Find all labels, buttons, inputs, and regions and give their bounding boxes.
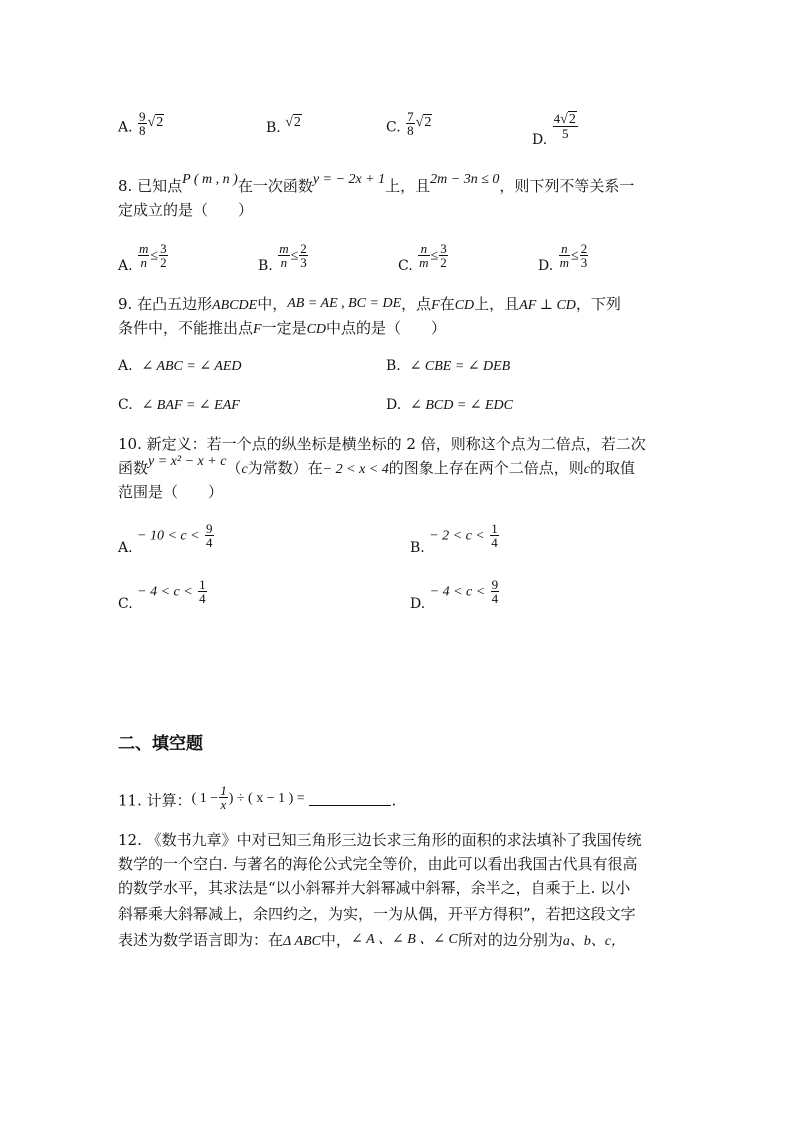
sqrt-expression: √2 [285, 115, 301, 130]
math-condition: 2m − 3n ≤ 0 [430, 172, 500, 187]
option-label: C. [118, 595, 133, 612]
math-triangle: Δ ABC [283, 934, 321, 949]
fraction: $\frac{1}{x}$ [220, 783, 227, 812]
q7-option-a[interactable] [118, 109, 164, 141]
fraction: $\frac{2}{3}$ [580, 241, 588, 270]
q9-option-c[interactable]: C. ∠ BAF = ∠ EAF [118, 397, 240, 413]
q8-option-b[interactable]: B. $\frac{m}{n}$ ≤ $\frac{2}{3}$ [258, 241, 307, 274]
q9-line-1: 9. 在凸五边形ABCDE中，AB = AE , BC = DE，点F在CD上，且AF ⊥ CD，下列 [118, 295, 621, 313]
q10-option-c[interactable]: C. − 4 < c < $\frac{1}{4}$ [118, 577, 206, 612]
option-label: B. [258, 257, 273, 274]
fraction: $\frac{2}{3}$ [300, 241, 307, 270]
q9-option-b[interactable]: B. ∠ CBE = ∠ DEB [386, 358, 511, 374]
q10-line-1: 10. 新定义：若一个点的纵坐标是横坐标的 2 倍，则称这个点为二倍点，若二次 [118, 435, 646, 453]
fraction: $\frac{3}{2}$ [160, 241, 167, 270]
fraction: $\frac{m}{n}$ [279, 241, 289, 270]
fraction: $\frac{1}{4}$ [199, 577, 206, 606]
option-label: C. [386, 119, 401, 136]
option-label: B. [386, 358, 401, 374]
q10-option-a[interactable]: A. − 10 < c < $\frac{9}{4}$ [118, 521, 213, 556]
q9-option-a[interactable]: A. ∠ ABC = ∠ AED [118, 358, 242, 374]
math-range: − 2 < x < 4 [322, 462, 389, 477]
section-heading: 二、填空题 [118, 734, 203, 754]
option-label: A. [118, 539, 133, 556]
q8-option-d[interactable]: D. $\frac{n}{m}$ ≤ $\frac{2}{3}$ [538, 241, 588, 274]
q10-line-2: 函数y = x² − x + c（c为常数）在− 2 < x < 4的图象上存在两个二倍点，则c的取值 [118, 454, 635, 477]
math-sides: a、b、c， [562, 934, 626, 949]
option-label: D. [386, 397, 402, 413]
math-perpendicular: AF ⊥ CD [519, 298, 576, 313]
fraction: $\frac{3}{2}$ [440, 241, 447, 270]
q10-option-b[interactable]: B. − 2 < c < $\frac{1}{4}$ [410, 521, 498, 556]
q12-line-3: 的数学水平，其求法是“以小斜幂并大斜幂减中斜幂，余半之，自乘于上. 以小 [118, 879, 631, 897]
option-label: B. [410, 539, 425, 556]
q10-line-3: 范围是（ ） [118, 483, 224, 501]
q7-option-b[interactable] [266, 115, 302, 139]
fraction: $\frac{m}{n}$ [139, 241, 149, 270]
sqrt-expression: √2 [415, 114, 432, 130]
fraction: $\frac{n}{m}$ [419, 241, 429, 270]
option-label: D. [538, 257, 554, 274]
q12-line-1: 12. 《数书九章》中对已知三角形三边长求三角形的面积的求法填补了我国传统 [118, 831, 642, 849]
fraction: $\frac{4√2}{5}$ [553, 111, 576, 141]
q9-line-2: 条件中，不能推出点F一定是CD中点的是（ ） [118, 319, 447, 337]
option-label: A. [118, 119, 133, 136]
q8-option-c[interactable]: C. $\frac{n}{m}$ ≤ $\frac{3}{2}$ [398, 241, 447, 274]
fraction: $\frac{9}{4}$ [206, 521, 213, 550]
option-label: C. [118, 397, 133, 413]
option-label: D. [532, 132, 548, 148]
math-polygon: ABCDE [212, 298, 258, 313]
q11-line: 11. 计算：( 1 − $\frac{1}{x}$ ) ÷ ( x − 1 ) = . [118, 783, 397, 812]
option-label: B. [266, 120, 281, 136]
q12-line-5: 表述为数学语言即为：在Δ ABC中，∠ A 、∠ B 、∠ C所对的边分别为a、b、c， [118, 931, 626, 949]
answer-blank[interactable] [309, 791, 391, 806]
q8-line-2: 定成立的是（ ） [118, 201, 254, 219]
q8-option-a[interactable]: A. $\frac{m}{n}$ ≤ $\frac{3}{2}$ [118, 241, 167, 274]
q7-option-c[interactable] [386, 109, 432, 141]
math-point: P ( m , n ) [182, 172, 238, 187]
q9-option-d[interactable]: D. ∠ BCD = ∠ EDC [386, 397, 514, 413]
q7-option-d[interactable] [532, 111, 579, 148]
option-label: A. [118, 358, 133, 374]
fraction: $\frac{9}{8}$ [139, 109, 146, 138]
math-angles: ∠ A 、∠ B 、∠ C [350, 932, 458, 947]
fraction: $\frac{9}{4}$ [491, 577, 499, 606]
sqrt-expression: √2 [147, 114, 164, 130]
math-function: y = x² − x + c [148, 454, 227, 469]
math-equalities: AB = AE , BC = DE [287, 296, 402, 311]
math-function: y = − 2x + 1 [312, 172, 386, 187]
q12-line-2: 数学的一个空白. 与著名的海伦公式完全等价，由此可以看出我国古代具有很高 [118, 855, 638, 873]
fraction: $\frac{1}{4}$ [491, 521, 498, 550]
fraction: $\frac{7}{8}$ [407, 109, 414, 138]
q12-line-4: 斜幂乘大斜幂减上，余四约之，为实，一为从偶，开平方得积”，若把这段文字 [118, 905, 636, 923]
option-label: A. [118, 257, 133, 274]
option-label: C. [398, 257, 413, 274]
q8-line-1: 8. 已知点P ( m , n )在一次函数y = − 2x + 1上，且2m − 3n ≤ 0，则下列不等关系一 [118, 172, 635, 195]
option-label: D. [410, 595, 426, 612]
fraction: $\frac{n}{m}$ [559, 241, 570, 270]
q10-option-d[interactable]: D. − 4 < c < $\frac{9}{4}$ [410, 577, 499, 612]
